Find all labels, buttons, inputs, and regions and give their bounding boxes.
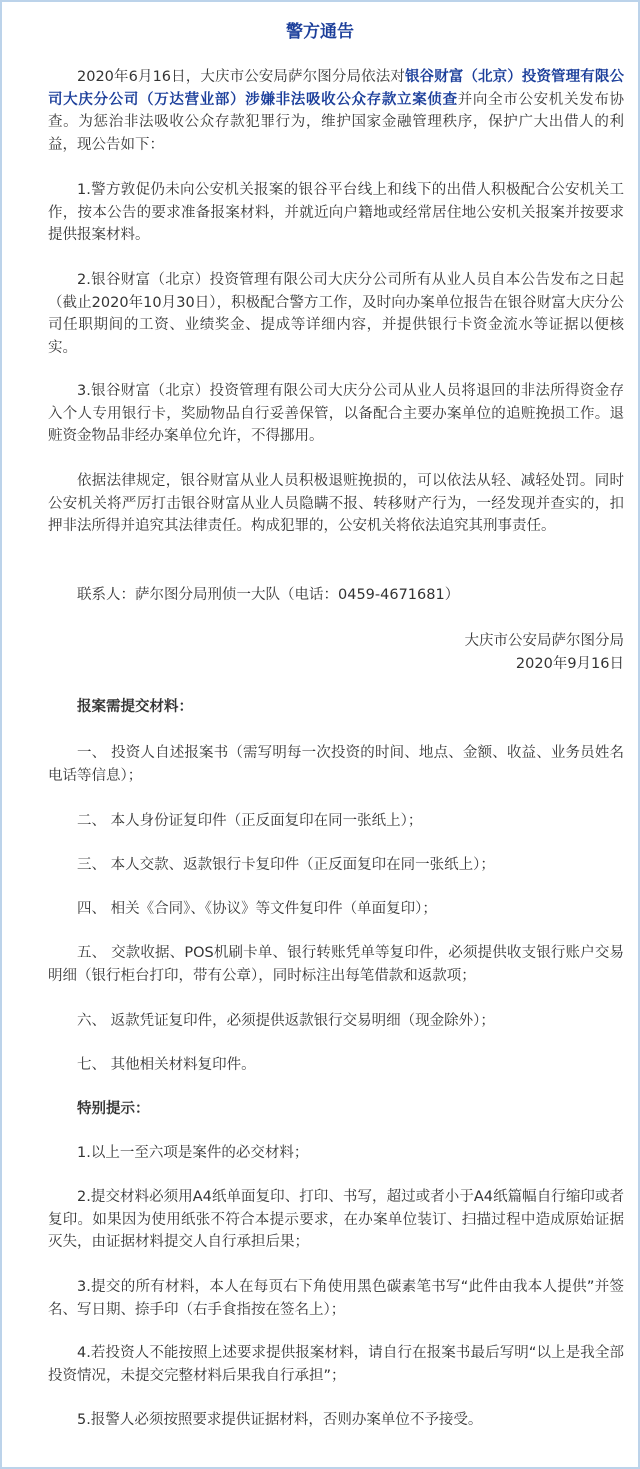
- material-item-4: 四、 相关《合同》、《协议》等文件复印件（单面复印）；: [77, 901, 437, 917]
- intro-lead: 2020年6月16日，大庆市公安局萨尔图分局依法对: [77, 69, 405, 85]
- material-item-2: 二、 本人身份证复印件（正反面复印在同一张纸上）；: [77, 813, 423, 829]
- intro-rest: 并向全市公安机关发布协查。为惩治非法吸收公众存款犯罪行为，维护国家金融管理秩序，保护广大出借人的利益，现公告如下：: [48, 91, 625, 153]
- note-item-3: 3.提交的所有材料，本人在每页右下角使用黑色碳素笔书写“此件由我本人提供”并签名、写日期、捺手印（右手食指按在签名上）；: [48, 1279, 624, 1318]
- legal-paragraph: 依据法律规定，银谷财富从业人员积极退赃挽损的，可以依法从轻、减轻处罚。同时公安机关将严厉打击银谷财富从业人员隐瞒不报、转移财产行为，一经发现并查实的，扣押非法所得并追究其法律责任。构成犯罪的，公安机关将依法追究其刑事责任。: [48, 473, 624, 534]
- signature-org: 大庆市公安局萨尔图分局: [464, 633, 624, 649]
- intro-paragraph: [48, 66, 624, 156]
- intro-case-name: 银谷财富（北京）投资管理有限公司大庆分公司（万达营业部）涉嫌非法吸收公众存款立案侦查: [48, 69, 625, 108]
- signature-date: 2020年9月16日: [515, 656, 624, 672]
- contact-line: 联系人：萨尔图分局刑侦一大队（电话：0459-4671681）: [77, 587, 460, 603]
- notice-body: [2, 2, 638, 1467]
- clause-3: 3.银谷财富（北京）投资管理有限公司大庆分公司从业人员将退回的非法所得资金存入个人专用银行卡，奖励物品自行妥善保管，以备配合主要办案单位的追赃挽损工作。退赃资金物品非经办案单位允许，不得挪用。: [48, 383, 624, 444]
- material-item-3: 三、 本人交款、返款银行卡复印件（正反面复印在同一张纸上）；: [77, 857, 495, 873]
- note-item-2: 2.提交材料必须用A4纸单面复印、打印、书写，超过或者小于A4纸篇幅自行缩印或者复印。如果因为使用纸张不符合本提示要求，在办案单位装订、扫描过程中造成原始证据灭失，由证据材料提交人自行承担后果；: [48, 1189, 624, 1250]
- clause-2: 2.银谷财富（北京）投资管理有限公司大庆分公司所有从业人员自本公告发布之日起（截止2020年10月30日），积极配合警方工作，及时向办案单位报告在银谷财富大庆分公司任职期间的工资、业绩奖金、提成等详细内容，并提供银行卡资金流水等证据以便核实。: [48, 272, 624, 356]
- materials-heading: 报案需提交材料：: [77, 699, 193, 715]
- note-item-1: 1.以上一至六项是案件的必交材料；: [77, 1145, 309, 1161]
- note-item-5: 5.报警人必须按照要求提供证据材料，否则办案单位不予接受。: [77, 1412, 483, 1428]
- note-item-4: 4.若投资人不能按照上述要求提供报案材料，请自行在报案书最后写明“以上是我全部投资情况，未提交完整材料后果我自行承担”；: [48, 1345, 624, 1384]
- material-item-7: 七、 其他相关材料复印件。: [77, 1057, 256, 1073]
- notes-heading: 特别提示：: [77, 1101, 150, 1117]
- notice-title: 警方通告: [286, 22, 354, 42]
- material-item-5: 五、 交款收据、POS机刷卡单、银行转账凭单等复印件，必须提供收支银行账户交易明细（银行柜台打印，带有公章），同时标注出每笔借款和返款项；: [48, 945, 624, 984]
- clause-1: 1.警方敦促仍未向公安机关报案的银谷平台线上和线下的出借人积极配合公安机关工作，按本公告的要求准备报案材料，并就近向户籍地或经常居住地公安机关报案并按要求提供报案材料。: [48, 182, 624, 243]
- material-item-1: 一、 投资人自述报案书（需写明每一次投资的时间、地点、金额、收益、业务员姓名电话等信息）；: [48, 745, 624, 784]
- material-item-6: 六、 返款凭证复印件，必须提供返款银行交易明细（现金除外）；: [77, 1013, 495, 1029]
